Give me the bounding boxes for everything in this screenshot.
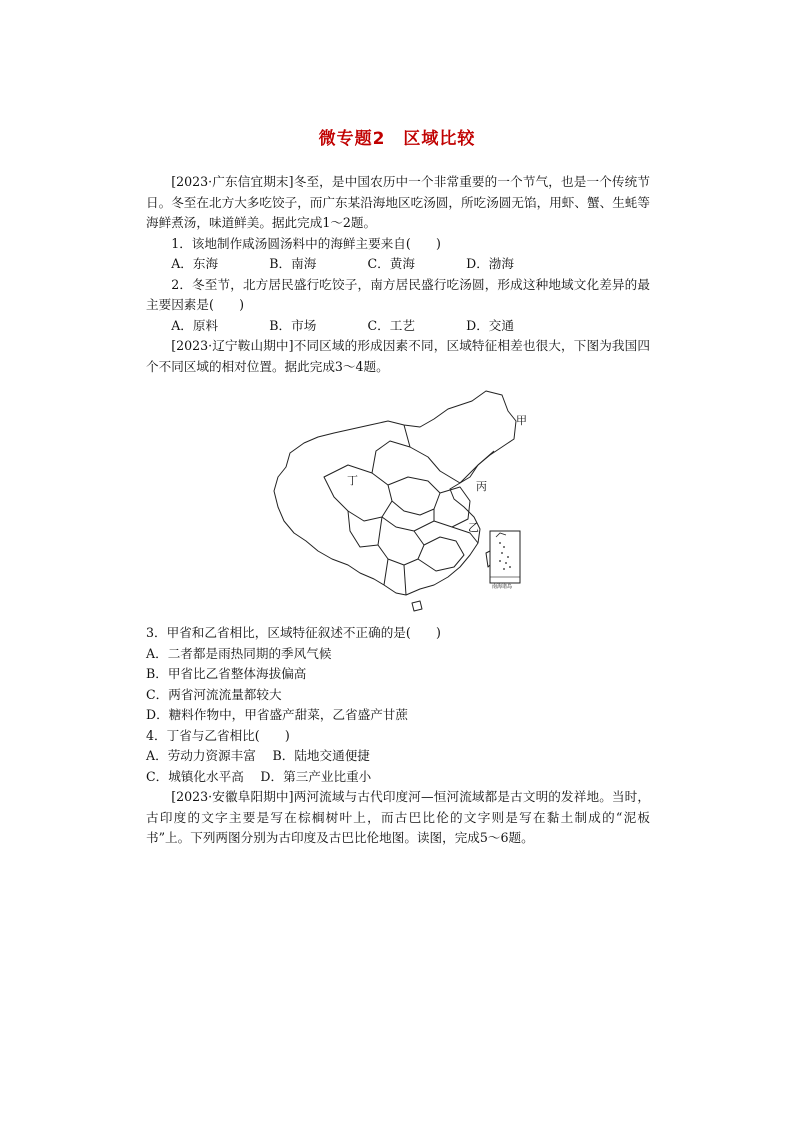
province-line <box>414 521 434 531</box>
question-4-options-ab <box>146 746 650 767</box>
document-body <box>146 172 650 849</box>
china-map-figure <box>146 381 650 617</box>
province-line <box>418 537 464 571</box>
china-map <box>264 381 524 615</box>
option-a: A．东海 <box>171 256 219 271</box>
option-d: D．第三产业比重小 <box>260 768 372 784</box>
province-line <box>384 559 388 585</box>
province-line <box>372 441 410 473</box>
intro-paragraph-3: [2023·安徽阜阳期中]两河流域与古代印度河—恒河流域都是古文明的发祥地。当时，古印度的文字主要是写在棕榈树叶上，而古巴比伦的文字则是写在黏土制成的“泥板书”上。下列两图分别为古印度及古巴比伦地图。读图，完成5～6题。 <box>146 789 650 845</box>
province-line <box>324 465 392 521</box>
question-3-option-b: B．甲省比乙省整体海拔偏高 <box>146 666 307 681</box>
province-line <box>388 477 440 515</box>
inset-label: 南海诸岛 <box>492 584 513 590</box>
province-line <box>378 517 424 565</box>
option-b: B．市场 <box>269 317 317 333</box>
option-d: D．交通 <box>466 317 514 333</box>
label-jia: 甲 <box>516 414 527 427</box>
label-yi: 乙 <box>468 521 479 534</box>
question-3-option-d: D．糖料作物中，甲省盛产甜菜，乙省盛产甘蔗 <box>146 707 408 722</box>
option-a: A．原料 <box>171 317 219 333</box>
province-line <box>404 565 406 595</box>
question-3-option-a: A．二者都是雨热同期的季风气候 <box>146 645 332 661</box>
option-d: D．渤海 <box>466 256 514 271</box>
intro-paragraph-1: [2023·广东信宜期末]冬至，是中国农历中一个非常重要的一个节气，也是一个传统节日。冬至在北方大多吃饺子，而广东某沿海地区吃汤圆，所吃汤圆无馅，用虾、蟹、生蚝等海鲜煮汤，味道鲜美。据此完成1～2题。 <box>146 174 650 230</box>
question-4: 4．丁省与乙省相比( ) <box>146 727 290 743</box>
option-c: C．工艺 <box>367 317 415 333</box>
option-c: C．黄海 <box>367 256 415 271</box>
province-line <box>348 511 378 547</box>
question-3: 3．甲省和乙省相比，区域特征叙述不正确的是( ) <box>146 625 441 640</box>
question-2-options <box>146 316 650 337</box>
province-line <box>404 425 460 483</box>
option-a: A．劳动力资源丰富 <box>146 748 256 763</box>
label-ding: 丁 <box>347 474 358 487</box>
page-title: 微专题2 区域比较 <box>318 129 476 149</box>
question-1-options <box>146 254 650 275</box>
question-3-option-c: C．两省河流流量都较大 <box>146 686 282 702</box>
question-2: 2．冬至节，北方居民盛行吃饺子，南方居民盛行吃汤圆，形成这种地域文化差异的最主要因素是( ) <box>146 276 650 312</box>
intro-paragraph-2: [2023·辽宁鞍山期中]不同区域的形成因素不同，区域特征相差也很大，下图为我国四个不同区域的相对位置。据此完成3～4题。 <box>146 338 650 374</box>
option-c: C．城镇化水平高 <box>146 768 244 784</box>
label-bing: 丙 <box>476 480 487 493</box>
south-china-sea-inset <box>490 531 520 583</box>
question-1: 1．该地制作咸汤圆汤料中的海鲜主要来自( ) <box>171 235 441 251</box>
hainan-island <box>412 601 422 611</box>
question-4-options-cd <box>146 767 650 788</box>
option-b: B．陆地交通便捷 <box>272 748 370 763</box>
option-b: B．南海 <box>269 256 317 271</box>
